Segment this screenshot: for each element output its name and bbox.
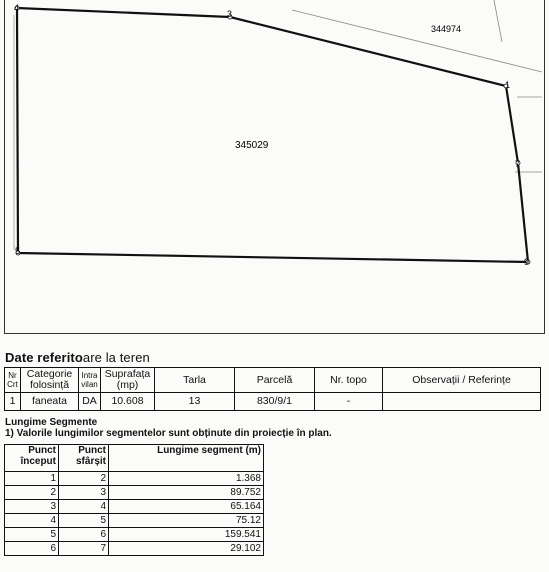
section-title-bold: Date referito <box>5 350 83 365</box>
cell-intravilan: DA <box>79 393 101 411</box>
cell-start: 6 <box>5 542 59 556</box>
cell-start: 3 <box>5 500 59 514</box>
table-row <box>5 500 264 514</box>
table-row <box>5 514 264 528</box>
cell-tarla: 13 <box>155 393 235 411</box>
table-row <box>5 472 264 486</box>
cell-nr: 1 <box>5 393 21 411</box>
table-row <box>5 393 541 411</box>
header-tarla: Tarla <box>155 368 235 393</box>
neighbor-parcel-id-label: 344974 <box>431 24 462 34</box>
vertex-label-4: 4 <box>14 3 20 13</box>
cell-length: 29.102 <box>109 542 264 556</box>
cell-start: 1 <box>5 472 59 486</box>
table-row <box>5 528 264 542</box>
cell-length: 159.541 <box>109 528 264 542</box>
header-suprafata: Suprafața (mp) <box>101 368 155 393</box>
cell-categorie: faneata <box>21 393 79 411</box>
cell-end: 3 <box>59 486 109 500</box>
cell-end: 7 <box>59 542 109 556</box>
section-title <box>5 350 150 365</box>
header-nr-topo: Nr. topo <box>315 368 383 393</box>
cell-length: 65.164 <box>109 500 264 514</box>
cell-end: 4 <box>59 500 109 514</box>
section-title-rest: are la teren <box>82 350 150 365</box>
header-lungime: Lungime segment (m) <box>109 445 264 472</box>
cell-observatii <box>383 393 541 411</box>
vertex-label-7: 7 <box>515 159 521 169</box>
segments-heading: Lungime Segmente <box>5 417 98 428</box>
cell-end: 2 <box>59 472 109 486</box>
header-intravilan: Intra vilan <box>79 368 101 393</box>
parcel-id-label: 345029 <box>235 140 269 151</box>
cadastral-plan <box>4 0 545 334</box>
cell-end: 5 <box>59 514 109 528</box>
header-punct-inceput: Punct început <box>5 445 59 472</box>
header-nr-crt: Nr Crt <box>5 368 21 393</box>
table-row <box>5 542 264 556</box>
table-row <box>5 486 264 500</box>
cell-length: 89.752 <box>109 486 264 500</box>
segments-table <box>4 444 264 556</box>
table-header-row <box>5 368 541 393</box>
cell-suprafata: 10.608 <box>101 393 155 411</box>
cell-nr-topo: - <box>315 393 383 411</box>
plan-drawing <box>5 0 546 334</box>
cell-start: 2 <box>5 486 59 500</box>
vertex-label-5: 5 <box>15 246 21 256</box>
segments-heading-block <box>5 417 332 439</box>
reference-table <box>4 367 541 411</box>
parcel-boundary <box>17 8 528 262</box>
cell-start: 4 <box>5 514 59 528</box>
vertex-label-1: 1 <box>505 80 511 90</box>
vertex-label-3: 3 <box>227 9 233 19</box>
cell-start: 5 <box>5 528 59 542</box>
cell-end: 6 <box>59 528 109 542</box>
header-categorie: Categorie folosință <box>21 368 79 393</box>
table-header-row <box>5 445 264 472</box>
header-observatii: Observații / Referințe <box>383 368 541 393</box>
vertex-label-9: 9 <box>524 257 530 267</box>
header-punct-sfarsit: Punct sfârșit <box>59 445 109 472</box>
cell-parcela: 830/9/1 <box>235 393 315 411</box>
cell-length: 1.368 <box>109 472 264 486</box>
neighbor-boundary-line <box>494 0 502 42</box>
cell-length: 75.12 <box>109 514 264 528</box>
header-parcela: Parcelă <box>235 368 315 393</box>
segments-note: 1) Valorile lungimilor segmentelor sunt obținute din proiecție în plan. <box>5 428 332 439</box>
